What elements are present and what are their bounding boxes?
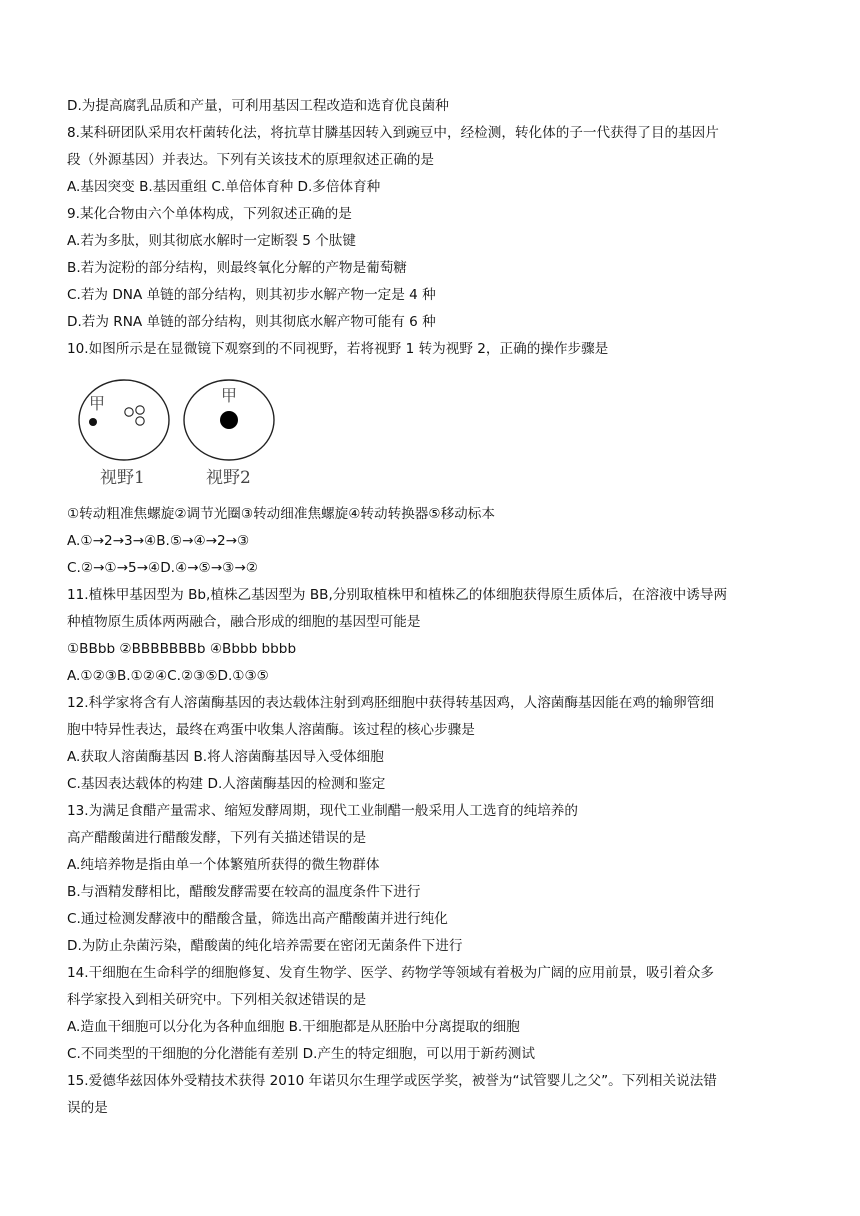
q14-stem-line1: 14.干细胞在生命科学的细胞修复、发育生物学、医学、药物学等领域有着极为广阔的应用前景，吸引着众多 xyxy=(67,965,714,981)
q11-stem-line2: 种植物原生质体两两融合，融合形成的细胞的基因型可能是 xyxy=(67,614,421,630)
q14-stem-line2: 科学家投入到相关研究中。下列相关叙述错误的是 xyxy=(67,992,367,1008)
field1-target-cell xyxy=(89,418,97,426)
field1-cell-b xyxy=(136,406,144,414)
q13-option-a: A.纯培养物是指由单一个体繁殖所获得的微生物群体 xyxy=(67,857,380,873)
q10-options-ab: A.①→2→3→④B.⑤→④→2→③ xyxy=(67,533,250,549)
q13-option-c: C.通过检测发酵液中的醋酸含量，筛选出高产醋酸菌并进行纯化 xyxy=(67,911,448,927)
q10-stem: 10.如图所示是在显微镜下观察到的不同视野，若将视野 1 转为视野 2，正确的操作步骤是 xyxy=(67,341,609,357)
q12-options-ab: A.获取人溶菌酶基因 B.将人溶菌酶基因导入受体细胞 xyxy=(67,749,384,765)
q11-options: A.①②③B.①②④C.②③⑤D.①③⑤ xyxy=(67,668,269,684)
q11-genotypes: ①BBbb ②BBBBBBBb ④Bbbb bbbb xyxy=(67,641,297,657)
q15-stem-line2: 误的是 xyxy=(67,1100,108,1116)
q15-stem-line1: 15.爱德华兹因体外受精技术获得 2010 年诺贝尔生理学或医学奖，被誉为“试管婴儿之父”。下列相关说法错 xyxy=(67,1073,717,1089)
q14-options-ab: A.造血干细胞可以分化为各种血细胞 B.干细胞都是从胚胎中分离提取的细胞 xyxy=(67,1019,520,1035)
field1-label: 甲 xyxy=(89,394,106,413)
q8-options: A.基因突变 B.基因重组 C.单倍体育种 D.多倍体育种 xyxy=(67,179,381,195)
q8-stem-line1: 8.某科研团队采用农杆菌转化法，将抗草甘膦基因转入到豌豆中，经检测，转化体的子一代获得了目的基因片 xyxy=(67,125,719,141)
q13-stem-line2: 高产醋酸菌进行醋酸发酵，下列有关描述错误的是 xyxy=(67,830,367,846)
q9-option-d: D.若为 RNA 单链的部分结构，则其彻底水解产物可能有 6 种 xyxy=(67,314,436,330)
field1-cell-a xyxy=(125,408,133,416)
q13-option-d: D.为防止杂菌污染，醋酸菌的纯化培养需要在密闭无菌条件下进行 xyxy=(67,938,463,954)
q12-stem-line1: 12.科学家将含有人溶菌酶基因的表达载体注射到鸡胚细胞中获得转基因鸡，人溶菌酶基因能在鸡的输卵管细 xyxy=(67,695,714,711)
field2-caption: 视野2 xyxy=(206,468,251,488)
q13-option-b: B.与酒精发酵相比，醋酸发酵需要在较高的温度条件下进行 xyxy=(67,884,421,900)
q9-option-c: C.若为 DNA 单链的部分结构，则其初步水解产物一定是 4 种 xyxy=(67,287,436,303)
q9-stem: 9.某化合物由六个单体构成，下列叙述正确的是 xyxy=(67,206,352,222)
q11-stem-line1: 11.植株甲基因型为 Bb,植株乙基因型为 BB,分别取植株甲和植株乙的体细胞获得原生质体后，在溶液中诱导两 xyxy=(67,587,728,603)
q12-stem-line2: 胞中特异性表达，最终在鸡蛋中收集人溶菌酶。该过程的核心步骤是 xyxy=(67,722,475,738)
q14-options-cd: C.不同类型的干细胞的分化潜能有差别 D.产生的特定细胞，可以用于新药测试 xyxy=(67,1046,535,1062)
q13-stem-line1: 13.为满足食醋产量需求、缩短发酵周期，现代工业制醋一般采用人工选育的纯培养的 xyxy=(67,803,578,819)
q10-choices-list: ①转动粗准焦螺旋②调节光圈③转动细准焦螺旋④转动转换器⑤移动标本 xyxy=(67,506,495,522)
field2-label: 甲 xyxy=(221,386,238,405)
q7-option-d: D.为提高腐乳品质和产量，可利用基因工程改造和选育优良菌种 xyxy=(67,98,449,114)
q9-option-b: B.若为淀粉的部分结构，则最终氧化分解的产物是葡萄糖 xyxy=(67,260,407,276)
microscope-fields-figure xyxy=(74,378,284,490)
q9-option-a: A.若为多肽，则其彻底水解时一定断裂 5 个肽键 xyxy=(67,233,356,249)
field2-target-cell xyxy=(220,411,238,429)
q8-stem-line2: 段（外源基因）并表达。下列有关该技术的原理叙述正确的是 xyxy=(67,152,435,168)
field1-cell-c xyxy=(136,417,144,425)
q10-options-cd: C.②→①→5→④D.④→⑤→③→② xyxy=(67,560,258,576)
field1-caption: 视野1 xyxy=(100,468,145,488)
q12-options-cd: C.基因表达载体的构建 D.人溶菌酶基因的检测和鉴定 xyxy=(67,776,386,792)
